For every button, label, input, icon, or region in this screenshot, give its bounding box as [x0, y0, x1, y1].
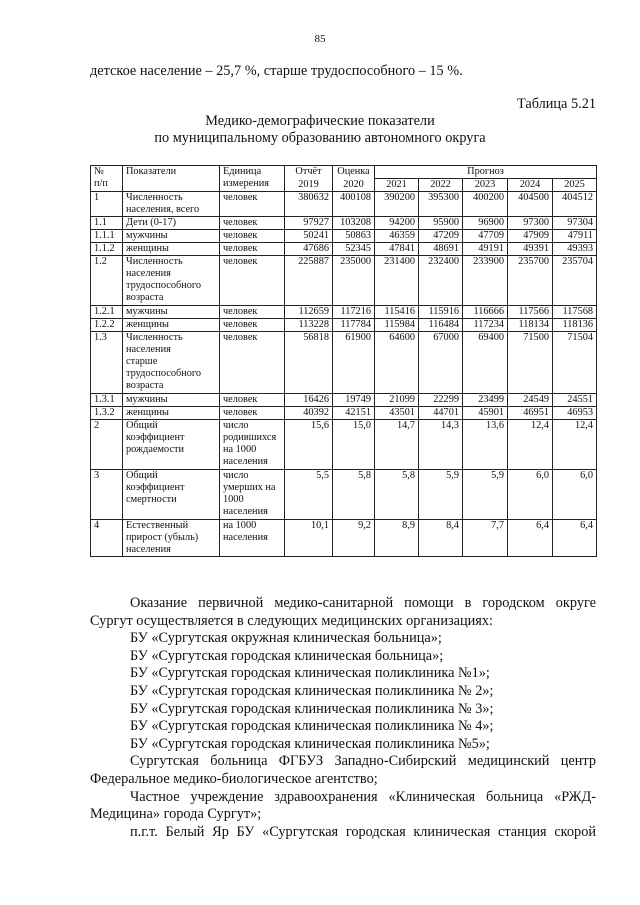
value-cell: 46359 — [375, 230, 419, 243]
value-cell: 231400 — [375, 256, 419, 306]
value-cell: 96900 — [463, 217, 508, 230]
row-unit — [220, 332, 285, 394]
value-cell: 400108 — [333, 192, 375, 217]
row-indicator — [123, 520, 220, 557]
row-unit — [220, 319, 285, 332]
list-item: БУ «Сургутская городская клиническая поликлиника №5»; — [130, 735, 490, 752]
indicator-line: Численность — [126, 256, 183, 267]
indicator-line: коэффициент — [126, 482, 185, 493]
paragraph-line: Сургут осуществляется в следующих медицинских организациях: — [90, 612, 493, 629]
row-unit — [220, 243, 285, 256]
row-number: 1.3 — [91, 332, 123, 394]
indicator-line: женщины — [126, 319, 169, 330]
unit-line: число — [223, 420, 249, 431]
list-item: БУ «Сургутская городская клиническая поликлиника №1»; — [130, 665, 490, 682]
value-cell: 71500 — [508, 332, 553, 394]
paragraph-line: Федеральное медико-биологическое агентство; — [90, 770, 378, 787]
indicator-line: населения — [126, 268, 171, 279]
paragraph-line: Оказание первичной медико-санитарной помощи в городском округе — [130, 595, 596, 611]
value-cell: 118136 — [553, 319, 597, 332]
value-cell: 5,5 — [285, 470, 333, 520]
row-unit — [220, 420, 285, 470]
body-text — [90, 595, 596, 841]
indicator-line: трудоспособного — [126, 368, 201, 379]
row-unit — [220, 407, 285, 420]
indicator-line: трудоспособного — [126, 280, 201, 291]
value-cell: 404512 — [553, 192, 597, 217]
unit-line: человек — [223, 192, 258, 203]
row-indicator — [123, 407, 220, 420]
table-row — [91, 520, 597, 557]
row-number: 2 — [91, 420, 123, 470]
row-indicator — [123, 332, 220, 394]
row-number: 3 — [91, 470, 123, 520]
value-cell: 46951 — [508, 407, 553, 420]
unit-line: человек — [223, 243, 258, 254]
indicator-line: Численность — [126, 192, 183, 203]
row-number: 1.1.1 — [91, 230, 123, 243]
indicator-line: прирост (убыль) — [126, 532, 199, 543]
indicator-line: населения, всего — [126, 204, 200, 215]
row-indicator — [123, 217, 220, 230]
value-cell: 400200 — [463, 192, 508, 217]
value-cell: 103208 — [333, 217, 375, 230]
unit-line: число — [223, 470, 249, 481]
value-cell: 50241 — [285, 230, 333, 243]
paragraph-line: п.г.т. Белый Яр БУ «Сургутская городская клиническая станция скорой — [130, 823, 596, 840]
indicator-line: Численность — [126, 332, 183, 343]
header-year: 2022 — [419, 179, 463, 192]
table-row — [91, 470, 597, 520]
list-item: БУ «Сургутская городская клиническая поликлиника № 3»; — [130, 700, 494, 717]
unit-line: населения — [223, 506, 268, 517]
row-number: 1.1.2 — [91, 243, 123, 256]
table-row — [91, 230, 597, 243]
row-indicator — [123, 306, 220, 319]
value-cell: 6,0 — [553, 470, 597, 520]
value-cell: 42151 — [333, 407, 375, 420]
value-cell: 97300 — [508, 217, 553, 230]
value-cell: 116666 — [463, 306, 508, 319]
value-cell: 233900 — [463, 256, 508, 306]
value-cell: 14,3 — [419, 420, 463, 470]
value-cell: 45901 — [463, 407, 508, 420]
row-unit — [220, 470, 285, 520]
row-indicator — [123, 319, 220, 332]
value-cell: 5,8 — [333, 470, 375, 520]
value-cell: 14,7 — [375, 420, 419, 470]
value-cell: 61900 — [333, 332, 375, 394]
list-item: БУ «Сургутская городская клиническая больница»; — [130, 647, 444, 664]
unit-line: умерших на — [223, 482, 276, 493]
indicator-line: Дети (0-17) — [126, 217, 177, 228]
list-item: БУ «Сургутская окружная клиническая больница»; — [130, 630, 442, 647]
value-cell: 115416 — [375, 306, 419, 319]
value-cell: 47686 — [285, 243, 333, 256]
table-row — [91, 394, 597, 407]
indicator-line: рождаемости — [126, 444, 185, 455]
indicator-line: женщины — [126, 243, 169, 254]
unit-line: 1000 — [223, 494, 244, 505]
indicator-line: коэффициент — [126, 432, 185, 443]
demographics-table — [90, 165, 597, 557]
row-indicator — [123, 394, 220, 407]
value-cell: 8,9 — [375, 520, 419, 557]
value-cell: 47909 — [508, 230, 553, 243]
value-cell: 47911 — [553, 230, 597, 243]
value-cell: 44701 — [419, 407, 463, 420]
value-cell: 5,9 — [463, 470, 508, 520]
row-indicator — [123, 243, 220, 256]
value-cell: 15,6 — [285, 420, 333, 470]
value-cell: 6,4 — [553, 520, 597, 557]
row-number: 1.1 — [91, 217, 123, 230]
paragraph-line: Сургутская больница ФГБУЗ Западно-Сибирский медицинский центр — [130, 753, 596, 770]
header-year: 2023 — [463, 179, 508, 192]
page-number: 85 — [314, 33, 326, 45]
value-cell: 50863 — [333, 230, 375, 243]
value-cell: 52345 — [333, 243, 375, 256]
value-cell: 47709 — [463, 230, 508, 243]
value-cell: 235700 — [508, 256, 553, 306]
unit-line: на 1000 — [223, 520, 257, 531]
indicator-line: мужчины — [126, 306, 168, 317]
value-cell: 69400 — [463, 332, 508, 394]
table-row — [91, 306, 597, 319]
value-cell: 117216 — [333, 306, 375, 319]
value-cell: 112659 — [285, 306, 333, 319]
list-item: БУ «Сургутская городская клиническая поликлиника № 2»; — [130, 682, 494, 699]
value-cell: 113228 — [285, 319, 333, 332]
header-estimate: Оценка — [333, 166, 375, 179]
row-number: 1.3.2 — [91, 407, 123, 420]
table-row — [91, 192, 597, 217]
table-title-line1: Медико-демографические показатели — [205, 113, 435, 129]
value-cell: 94200 — [375, 217, 419, 230]
unit-line: человек — [223, 306, 258, 317]
value-cell: 21099 — [375, 394, 419, 407]
value-cell: 380632 — [285, 192, 333, 217]
row-indicator — [123, 470, 220, 520]
header-forecast: Прогноз — [375, 166, 597, 179]
row-indicator — [123, 192, 220, 217]
row-unit — [220, 230, 285, 243]
value-cell: 47841 — [375, 243, 419, 256]
row-number: 1.2 — [91, 256, 123, 306]
header-estimate-year: 2020 — [333, 179, 375, 192]
value-cell: 56818 — [285, 332, 333, 394]
table-row — [91, 217, 597, 230]
row-number: 1 — [91, 192, 123, 217]
value-cell: 115916 — [419, 306, 463, 319]
value-cell: 46953 — [553, 407, 597, 420]
row-number: 1.2.2 — [91, 319, 123, 332]
indicator-line: Естественный — [126, 520, 189, 531]
value-cell: 117784 — [333, 319, 375, 332]
header-num: № п/п — [91, 166, 123, 192]
unit-line: населения — [223, 532, 268, 543]
indicator-line: мужчины — [126, 230, 168, 241]
table-row — [91, 256, 597, 306]
value-cell: 115984 — [375, 319, 419, 332]
value-cell: 6,4 — [508, 520, 553, 557]
value-cell: 49191 — [463, 243, 508, 256]
row-unit — [220, 217, 285, 230]
row-number: 1.3.1 — [91, 394, 123, 407]
unit-line: на 1000 — [223, 444, 257, 455]
row-number: 1.2.1 — [91, 306, 123, 319]
value-cell: 395300 — [419, 192, 463, 217]
value-cell: 67000 — [419, 332, 463, 394]
value-cell: 49391 — [508, 243, 553, 256]
value-cell: 16426 — [285, 394, 333, 407]
table-row — [91, 420, 597, 470]
value-cell: 23499 — [463, 394, 508, 407]
row-indicator — [123, 256, 220, 306]
value-cell: 24551 — [553, 394, 597, 407]
value-cell: 225887 — [285, 256, 333, 306]
value-cell: 97927 — [285, 217, 333, 230]
row-unit — [220, 306, 285, 319]
value-cell: 49393 — [553, 243, 597, 256]
value-cell: 5,9 — [419, 470, 463, 520]
header-year: 2024 — [508, 179, 553, 192]
indicator-line: Общий — [126, 420, 158, 431]
value-cell: 8,4 — [419, 520, 463, 557]
value-cell: 117234 — [463, 319, 508, 332]
indicator-line: смертности — [126, 494, 177, 505]
value-cell: 43501 — [375, 407, 419, 420]
intro-line: детское население – 25,7 %, старше трудоспособного – 15 %. — [90, 63, 463, 79]
value-cell: 40392 — [285, 407, 333, 420]
value-cell: 116484 — [419, 319, 463, 332]
list-item: БУ «Сургутская городская клиническая поликлиника № 4»; — [130, 718, 494, 735]
row-unit — [220, 394, 285, 407]
value-cell: 12,4 — [508, 420, 553, 470]
value-cell: 6,0 — [508, 470, 553, 520]
table-title-line2: по муниципальному образованию автономного округа — [154, 130, 486, 146]
value-cell: 7,7 — [463, 520, 508, 557]
header-unit: Единица измерения — [220, 166, 285, 192]
value-cell: 390200 — [375, 192, 419, 217]
value-cell: 64600 — [375, 332, 419, 394]
value-cell: 48691 — [419, 243, 463, 256]
unit-line: человек — [223, 407, 258, 418]
value-cell: 118134 — [508, 319, 553, 332]
header-year: 2021 — [375, 179, 419, 192]
paragraph-line: Медицина» города Сургут»; — [90, 806, 262, 823]
value-cell: 117566 — [508, 306, 553, 319]
value-cell: 71504 — [553, 332, 597, 394]
indicator-line: Общий — [126, 470, 158, 481]
unit-line: человек — [223, 319, 258, 330]
table-row — [91, 332, 597, 394]
unit-line: родившихся — [223, 432, 277, 443]
row-indicator — [123, 230, 220, 243]
indicator-line: населения — [126, 544, 171, 555]
header-report-year: 2019 — [285, 179, 333, 192]
indicator-line: старше — [126, 356, 158, 367]
header-report: Отчёт — [285, 166, 333, 179]
row-indicator — [123, 420, 220, 470]
row-unit — [220, 520, 285, 557]
value-cell: 95900 — [419, 217, 463, 230]
row-unit — [220, 192, 285, 217]
table-row — [91, 243, 597, 256]
value-cell: 19749 — [333, 394, 375, 407]
header-indicator: Показатели — [123, 166, 220, 192]
value-cell: 97304 — [553, 217, 597, 230]
row-unit — [220, 256, 285, 306]
value-cell: 5,8 — [375, 470, 419, 520]
indicator-line: населения — [126, 344, 171, 355]
unit-line: человек — [223, 256, 258, 267]
indicator-line: возраста — [126, 292, 164, 303]
value-cell: 22299 — [419, 394, 463, 407]
unit-line: человек — [223, 332, 258, 343]
value-cell: 404500 — [508, 192, 553, 217]
value-cell: 12,4 — [553, 420, 597, 470]
value-cell: 47209 — [419, 230, 463, 243]
indicator-line: мужчины — [126, 394, 168, 405]
value-cell: 10,1 — [285, 520, 333, 557]
table-label: Таблица 5.21 — [516, 96, 596, 112]
value-cell: 13,6 — [463, 420, 508, 470]
unit-line: человек — [223, 230, 258, 241]
unit-line: населения — [223, 456, 268, 467]
table-row — [91, 319, 597, 332]
paragraph-line: Частное учреждение здравоохранения «Клиническая больница «РЖД- — [130, 788, 596, 805]
indicator-line: возраста — [126, 380, 164, 391]
unit-line: человек — [223, 394, 258, 405]
value-cell: 232400 — [419, 256, 463, 306]
value-cell: 235704 — [553, 256, 597, 306]
unit-line: человек — [223, 217, 258, 228]
value-cell: 235000 — [333, 256, 375, 306]
indicator-line: женщины — [126, 407, 169, 418]
value-cell: 117568 — [553, 306, 597, 319]
value-cell: 15,0 — [333, 420, 375, 470]
value-cell: 24549 — [508, 394, 553, 407]
table-row — [91, 407, 597, 420]
value-cell: 9,2 — [333, 520, 375, 557]
row-number: 4 — [91, 520, 123, 557]
header-year: 2025 — [553, 179, 597, 192]
